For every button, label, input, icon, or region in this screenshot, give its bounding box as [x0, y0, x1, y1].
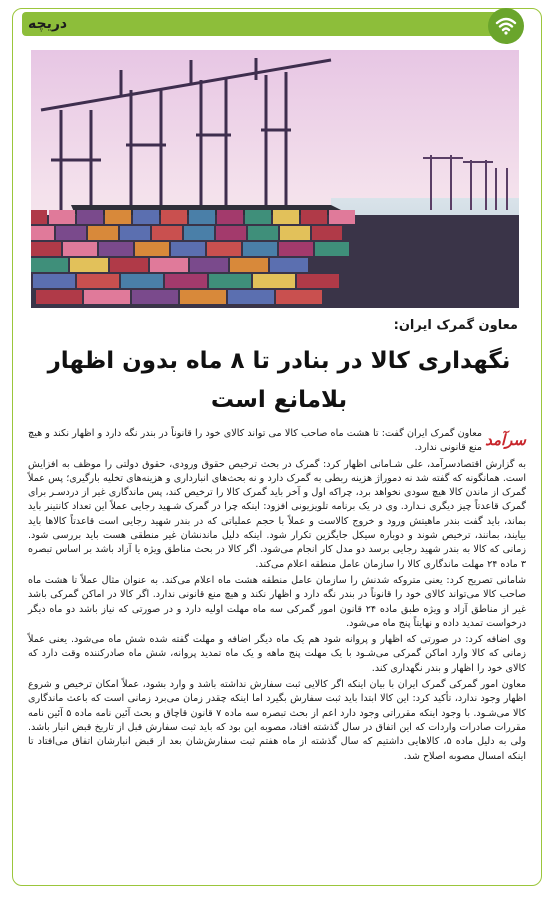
section-label: دریچه	[28, 16, 68, 32]
container-block	[152, 226, 182, 240]
container-block	[329, 210, 355, 224]
article-paragraph	[28, 427, 526, 456]
container-block	[184, 226, 214, 240]
article-paragraph: معاون امور گمرکی گمرک ایران با بیان اینکه اگر کالایی ثبت سفارش نداشته باشد و وارد بشود، عملاً امکان ترخیص و شروع اظهار وجود ندارد، تأکید کرد: این کالا ابتدا باید ثبت سفارش بگیرد اما اینکه چقدر زمان می‌برد زمانی است که باعث ماندگاری کالا می‌شـود. با وجود اینکه مقرراتی وجود دارد اعم از بحث تبصره سه ماده ۷ قانون قاچاق و بحث آئین نامه ماده ۵ آئین نامه مقررات صادرات واردات که این اتفاق در سال گذشته افتاد، مصوبه این بود که باید ثبت سفارش قبل از تاریخ قبض انبار باشد. ولی به دلیل ماده ۵، کالاهایی داشتیم که سال گذشته از ماه هفتم ثبت سفارش‌شان بعد از قبض انبارشان اتفاق می‌افتاد تا اینکه امسال مصوبه اصلاح شد.	[28, 679, 527, 762]
container-port-icon	[31, 50, 519, 308]
container-block	[276, 290, 322, 304]
section-header-bar	[22, 12, 508, 36]
container-block	[133, 210, 159, 224]
container-block	[312, 226, 342, 240]
container-block	[150, 258, 188, 272]
container-block	[207, 242, 241, 256]
wifi-badge	[488, 8, 524, 44]
container-block	[31, 210, 47, 224]
container-block	[56, 226, 86, 240]
container-block	[49, 210, 75, 224]
container-block	[315, 242, 349, 256]
container-block	[180, 290, 226, 304]
container-block	[245, 210, 271, 224]
container-block	[189, 210, 215, 224]
container-block	[270, 258, 308, 272]
container-block	[36, 290, 82, 304]
article-paragraph-text: معاون گمرک ایران گفت: تا هشت ماه صاحب کالا می تواند کالای خود را قانوناً در بندر نگه دارد و اظهار نکند و هیچ منع قانونی ندارد.	[28, 428, 482, 454]
container-block	[248, 226, 278, 240]
container-block	[31, 242, 61, 256]
container-block	[33, 274, 75, 288]
article-body	[28, 427, 526, 766]
container-block	[243, 242, 277, 256]
container-port-photo	[31, 50, 519, 308]
container-block	[84, 290, 130, 304]
container-block	[279, 242, 313, 256]
container-block	[228, 290, 274, 304]
container-block	[161, 210, 187, 224]
container-block	[216, 226, 246, 240]
container-block	[77, 210, 103, 224]
container-block	[135, 242, 169, 256]
container-block	[110, 258, 148, 272]
article-paragraph: به گزارش اقتصادسرآمد، علی شـامانی اظهار کرد: گمرک در بحث ترخیص حقوق ورودی، حقوق دولتی را موظف به افزایش است. همانگونه که گفته شد نه دموراژ هزینه ربطی به گمرک دارد و نه بحث‌های انبارداری و هزینه‌های تخلیه بارگیری؛ پس عملاً گمرک از ماندن کالا هیچ سودی نخواهد برد، چراکه اول و آخر باید گمرک کالا را ترخیص کند، پس ماندگاری غیر از دردسـر برای گمرک قاعدتاً چیز دیگری نـدارد. وی در یک برنامه تلویزیونی افزود: اینکه چرا در گمرک شـهید رجایی عملاً این تعداد کانتینر باید بماند، باید گفت بندر ماهیتش ورود و خروج کالاست و عملاً با حجم عملیاتی که در بندر شهید رجایی است قاعدتاً کالاها باید بیایند، بمانند، ترخیص شوند و دوباره سیکل جایگزین تکرار شود. اینکه دلیل ماندنشان غیر منطقی هست باید بررسی شود. زمانی که کالا به بندر شهید رجایی برسد دو مدل کار انجام می‌شود. اگر کالا در بحث مناطق ویژه یا آزاد باشد بر اساس تبصره ۳ ماده ۲۴ مهلت ماندگاری کالا را سازمان عامل منطقه اعلام می‌کند.	[28, 458, 526, 570]
container-block	[297, 274, 339, 288]
container-block	[99, 242, 133, 256]
container-block	[280, 226, 310, 240]
container-block	[105, 210, 131, 224]
container-block	[88, 226, 118, 240]
container-block	[63, 242, 97, 256]
container-block	[230, 258, 268, 272]
container-block	[70, 258, 108, 272]
article-paragraph: وی اضافه کرد: در صورتی که اظهار و پروانه شود هم یک ماه دیگر اضافه و مهلت گفته شده شش ماه می‌شود. یعنی عملاً زمانی که کالا وارد اماکن گمرکی می‌شـود با یک مهلت پنج ماهه و یک ماه تمدید پروانه، شش ماه صادرکننده وقت دارد که کالای خود را اظهار و بندر نگهداری کند.	[28, 634, 526, 674]
container-block	[190, 258, 228, 272]
container-block	[253, 274, 295, 288]
container-block	[165, 274, 207, 288]
container-block	[121, 274, 163, 288]
publication-logo: سرآمد	[485, 431, 526, 449]
article-kicker: معاون گمرک ایران:	[393, 318, 518, 333]
article-headline: نگهداری کالا در بنادر تا ۸ ماه بدون اظهار بلامانع است	[47, 348, 511, 413]
container-block	[217, 210, 243, 224]
container-block	[301, 210, 327, 224]
container-block	[31, 258, 68, 272]
container-block	[77, 274, 119, 288]
container-block	[209, 274, 251, 288]
wifi-icon	[495, 14, 517, 36]
container-block	[171, 242, 205, 256]
container-block	[132, 290, 178, 304]
container-block	[120, 226, 150, 240]
article-paragraph: شامانی تصریح کرد: یعنی متروکه شدنش را سازمان عامل منطقه هشت ماه اعلام می‌کند. به عنوان مثال عملاً تا هشت ماه صاحب کالا می‌تواند کالای خود را قانوناً در بندر نگه دارد و اظهار نکند و هیچ منع قانونی ندارد. اگر کالا در اماکن گمرکی باشد غیر از مناطق آزاد و ویژه طبق ماده ۲۴ قانون امور گمرکی سه ماه مهلت اولیه دارد و در صورتی که نیاز باشد دو ماه دیگر درخواست تمدید داده و نهایتاً پنج ماه می‌شود.	[28, 574, 526, 629]
container-block	[273, 210, 299, 224]
container-block	[31, 226, 54, 240]
